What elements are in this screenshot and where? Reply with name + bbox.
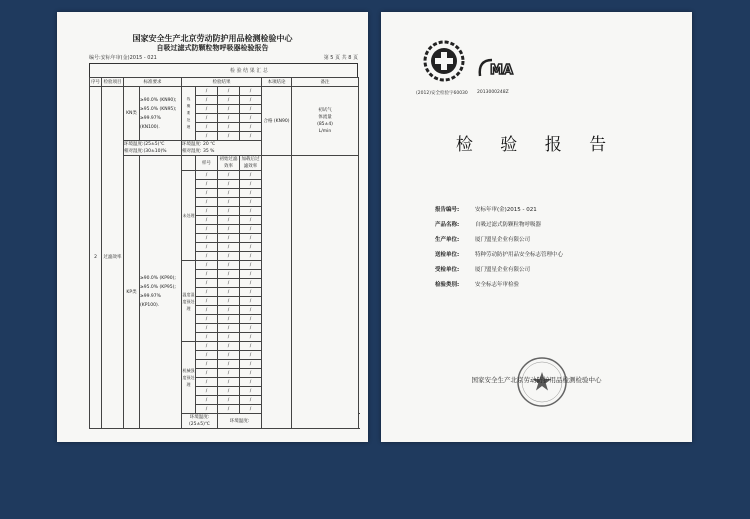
- kp-requirement: ≥90.0% (KP90); ≥95.0% (KP95); ≥99.97% (KP100).: [140, 156, 182, 429]
- info-row: [435, 265, 563, 280]
- header-cell: 检验结果: [182, 78, 262, 87]
- table-header-row: [90, 78, 359, 87]
- header-cell: 本项结论: [262, 78, 292, 87]
- env-measured: 环境温度: 20 ℃ 相对湿度: 35 %: [182, 141, 262, 156]
- info-label: 检验类别:: [435, 282, 460, 288]
- header-cell: 备注: [292, 78, 359, 87]
- bottom-env-measured: 环境温度:: [218, 414, 262, 429]
- info-value: 安标年审(金)2015 - 021: [475, 207, 537, 213]
- item-name: 过滤效率: [102, 87, 124, 429]
- report-info-list: [435, 205, 563, 295]
- env-requirement: 环境温度:(25±5)℃ 相对湿度:(30±10)%: [124, 141, 182, 156]
- kn-requirement: ≥90.0% (KN90); ≥95.0% (KN95); ≥99.97% (KN100).: [140, 87, 182, 141]
- report-title: 检 验 报 告: [455, 135, 618, 155]
- page-number: 第 5 页 共 8 页: [323, 55, 358, 61]
- info-row: [435, 220, 563, 235]
- info-value: 自吸过滤式防颗粒物呼吸器: [475, 222, 542, 228]
- cma-logo-caption: 2013000248Z: [477, 90, 509, 95]
- info-label: 产品名称:: [435, 222, 460, 228]
- page-subtitle: 自吸过滤式防颗粒物呼吸器检验报告: [156, 44, 269, 52]
- cma-logo-text: MA: [490, 63, 513, 78]
- safety-cross-logo-icon: [423, 40, 465, 82]
- cell: /: [240, 87, 262, 96]
- cross-logo-caption: (2012)安全检验字60030: [416, 91, 468, 96]
- table-row: 2 过滤效率 KN类 ≥90.0% (KN90); ≥95.0% (KN95); ≥99.97% (KN100). 线 概 要 处 理 / / / 合格 (KN90) 初试气 体流量 (85±4) L/min: [90, 87, 359, 96]
- kp-header-row: KP类 ≥90.0% (KP90); ≥95.0% (KP95); ≥99.97% (KP100). 样号 初始过滤效率 加载后过滤效率: [90, 156, 359, 171]
- kp-class: KP类: [124, 156, 140, 429]
- info-row: [435, 250, 563, 265]
- conclusion: 合格 (KN90): [262, 87, 292, 156]
- info-label: 生产单位:: [435, 237, 460, 243]
- summary-heading: 检 验 结 果 汇 总: [230, 68, 268, 74]
- info-row: [435, 235, 563, 250]
- info-value: 厦门盟星企业有限公司: [475, 267, 531, 273]
- kn-class: KN类: [124, 87, 140, 141]
- summary-heading-box: [89, 63, 358, 78]
- header-cell: 检验项目: [103, 79, 122, 85]
- kp-group-label: 温度湿度预处理: [182, 261, 196, 342]
- issuing-organization: 国家安全生产北京劳动防护用品检测检验中心: [471, 376, 602, 384]
- bottom-env-requirement: 环境温度:(25±5)℃: [182, 414, 218, 429]
- info-value: 厦门盟星企业有限公司: [475, 237, 531, 243]
- info-value: 安全标志年审检验: [475, 282, 520, 288]
- item-number: 2: [90, 87, 102, 429]
- info-row: [435, 205, 563, 220]
- info-label: 受检单位:: [435, 267, 460, 273]
- kp-group-label: 未处理: [182, 171, 196, 261]
- cell: /: [196, 87, 218, 96]
- report-cover-page: [381, 12, 692, 442]
- results-table: 序号 检验项目 标准要求 检验结果 本项结论 备注 2 过滤效率 KN类 ≥90.0% (KN90); ≥95.0% (KN95); ≥99.97% (KN100). 线 概 要 处 理 / / / 合格 (KN90) 初试气 体流量 (85±4) L/min / / / / / / / / / / / / / / / 环境温度:(25±5)℃ 相对湿度:(30±10)% 环境温度: 20 ℃ 相对湿度: 35 % KP类 ≥90.0% (KP90); ≥95.0% (KP95); ≥99.97% (KP100). 样号 初始过滤效率 加载后过滤效率 未处理 / / / / / / / / / / / / / / / / / / / / / / / / / / / / / / 温度湿度预处理 / / / / / / / / / / / / / / / / / / / / / / / / / / / 机械强度预处理 / / / / / / / / / / / / / / / / / / / / / / / / 环境温度:(25±5)℃ 环境温度:: [89, 77, 359, 429]
- report-number: 编号:安标年审(金)2015 - 021: [89, 55, 157, 61]
- cell: /: [218, 87, 240, 96]
- page-title: 国家安全生产北京劳动防护用品检测检验中心: [132, 34, 293, 43]
- header-cell: 标准要求: [124, 78, 182, 87]
- report-meta: [89, 54, 358, 61]
- header-cell: 序号: [91, 79, 100, 85]
- info-label: 报告编号:: [435, 207, 460, 213]
- kp-group-label: 机械强度预处理: [182, 342, 196, 414]
- info-value: 特种劳动防护用品安全标志管理中心: [475, 252, 564, 258]
- report-summary-page: [57, 12, 368, 442]
- info-row: [435, 280, 563, 295]
- cma-logo-icon: [476, 56, 516, 80]
- info-label: 送检单位:: [435, 252, 460, 258]
- remark: 初试气 体流量 (85±4) L/min: [292, 87, 359, 156]
